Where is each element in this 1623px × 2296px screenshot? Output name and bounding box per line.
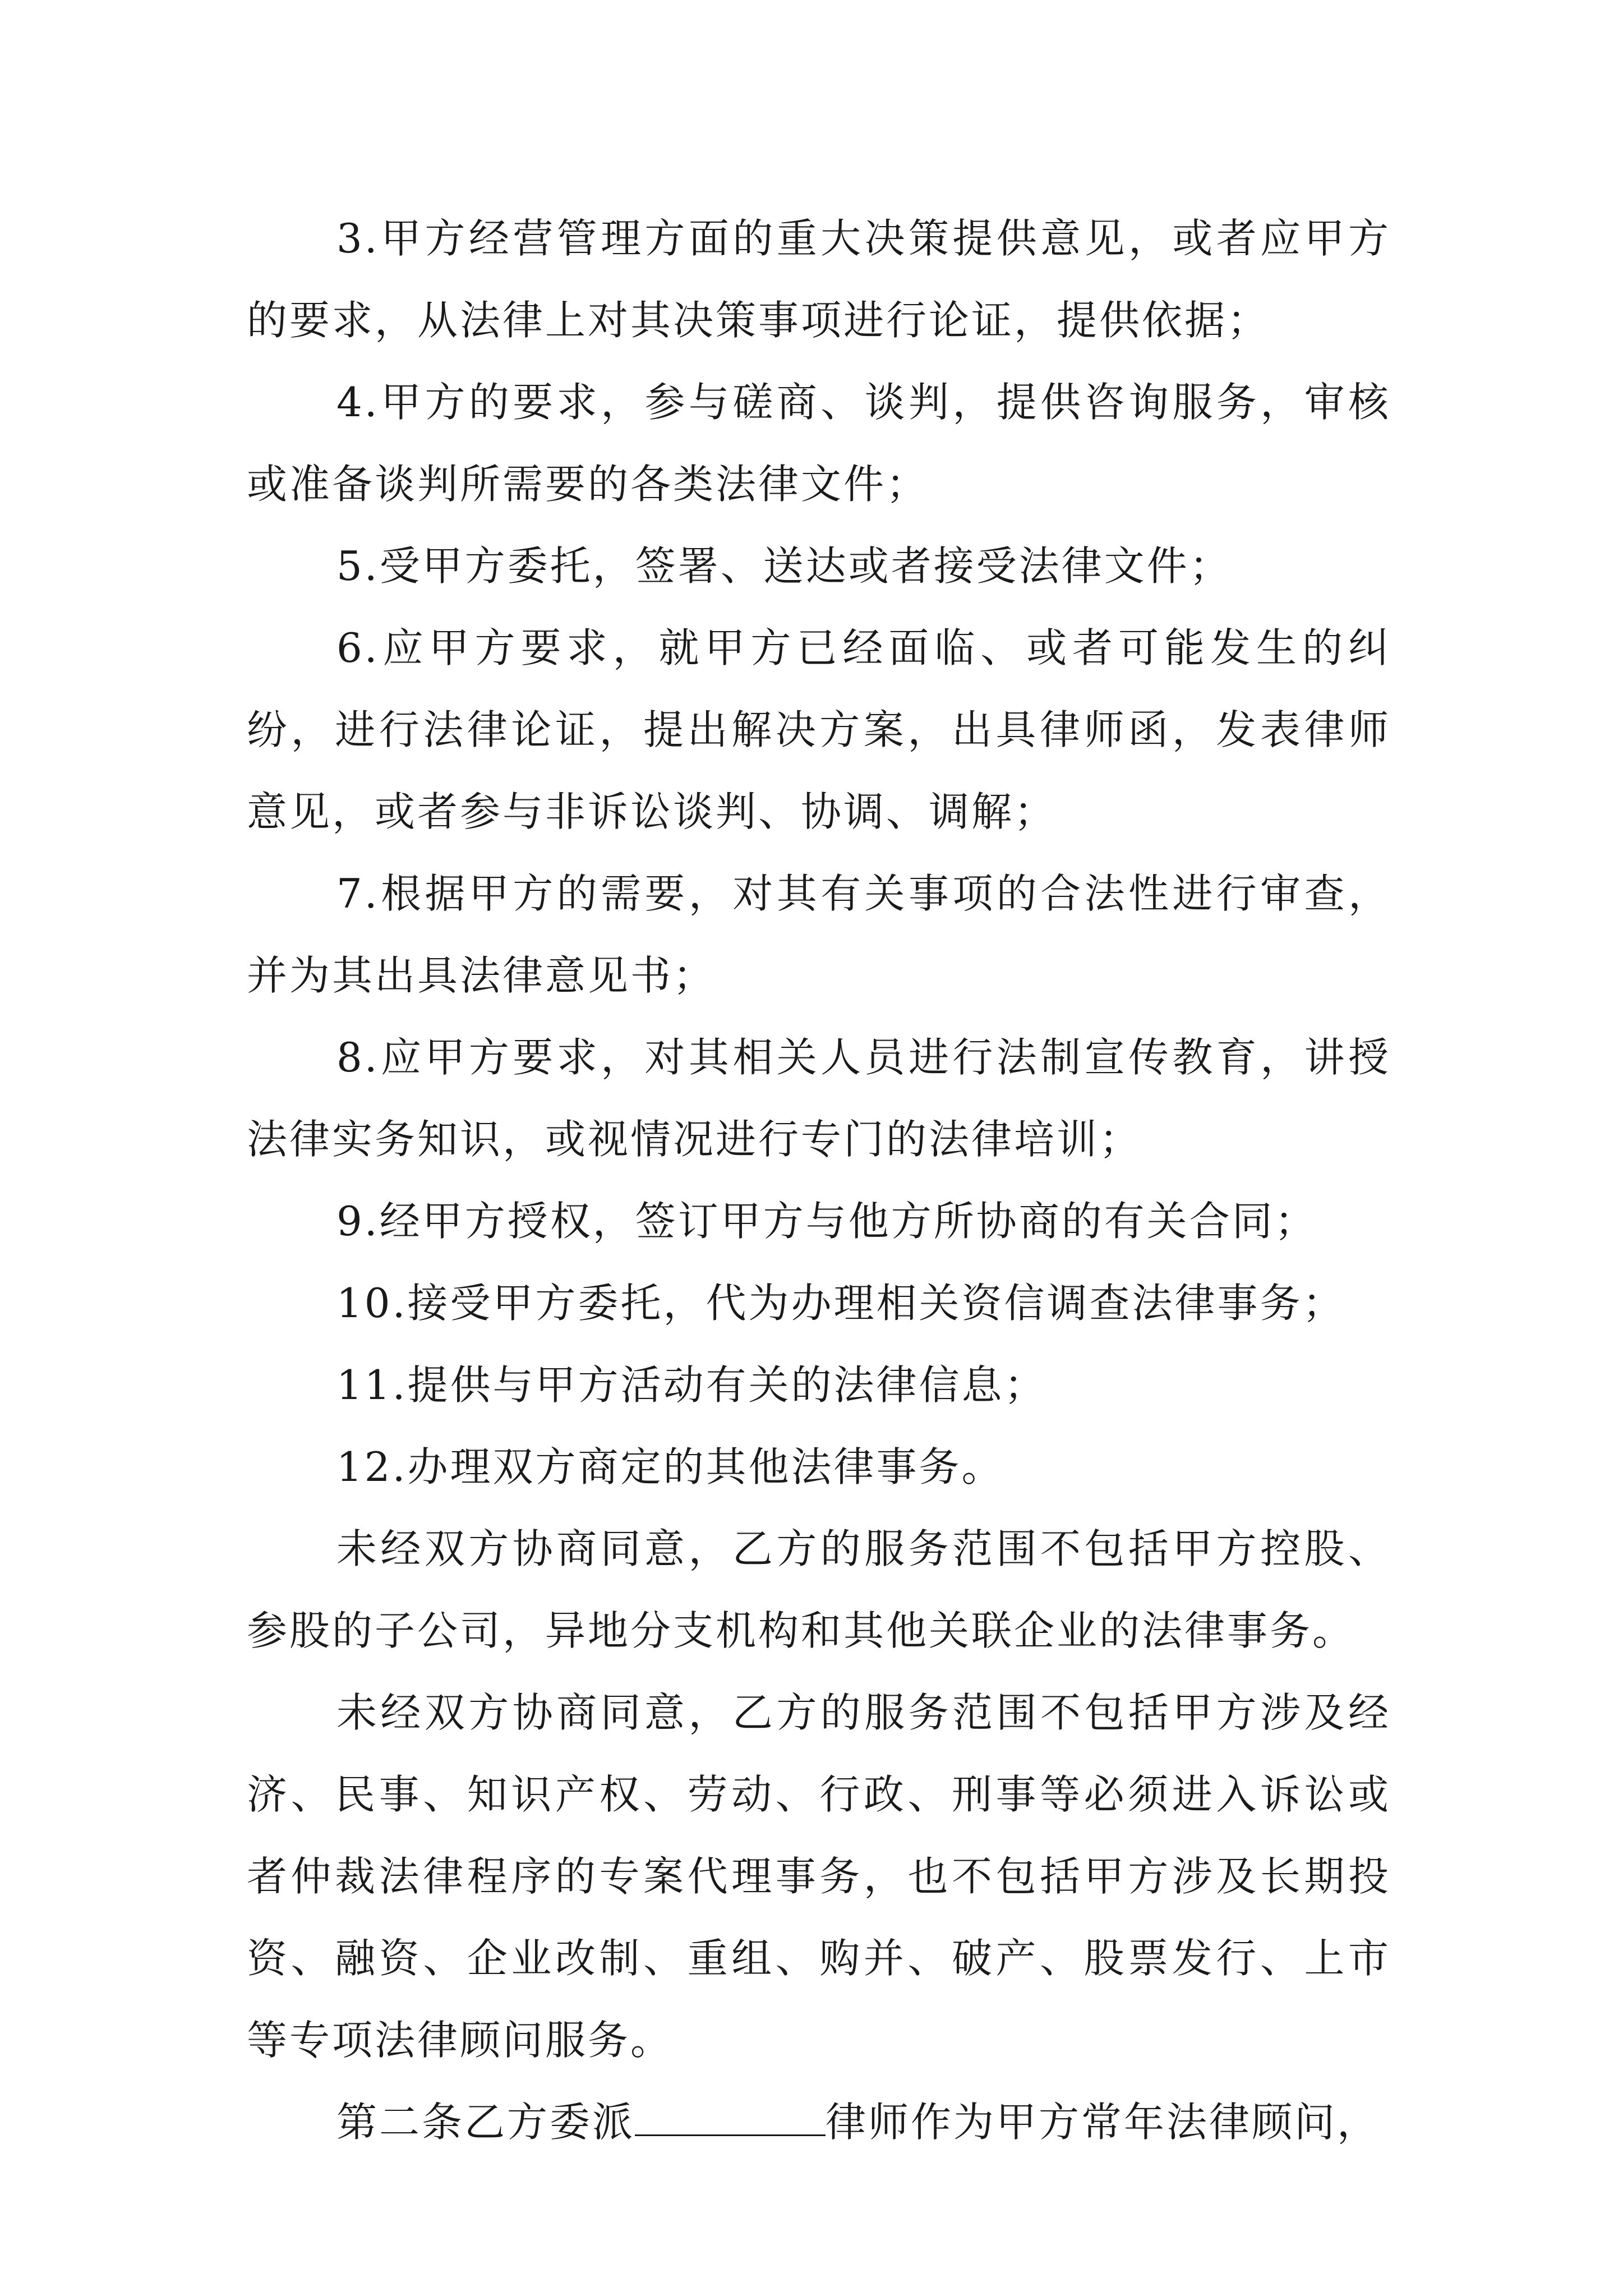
article-two-suffix: 律师作为甲方常年法律顾问， xyxy=(826,2099,1380,2146)
paragraph-item-7: 7.根据甲方的需要，对其有关事项的合法性进行审查，并为其出具法律意见书； xyxy=(247,870,1391,999)
paragraph-item-9: 9.经甲方授权，签订甲方与他方所协商的有关合同； xyxy=(336,1198,1317,1245)
article-two-prefix: 第二条乙方委派 xyxy=(336,2099,635,2146)
paragraph-item-3: 3.甲方经营管理方面的重大决策提供意见，或者应甲方的要求，从法律上对其决策事项进行论证，提供依据； xyxy=(247,215,1391,344)
document-body xyxy=(247,197,1391,2163)
paragraph-item-6: 6.应甲方要求，就甲方已经面临、或者可能发生的纠纷，进行法律论证，提出解决方案，出具律师函，发表律师意见，或者参与非诉讼谈判、协调、调解； xyxy=(247,624,1391,835)
paragraph-item-11: 11.提供与甲方活动有关的法律信息； xyxy=(336,1361,1047,1409)
paragraph-item-8: 8.应甲方要求，对其相关人员进行法制宣传教育，讲授法律实务知识，或视情况进行专门的法律培训； xyxy=(247,1034,1391,1163)
paragraph-exclusion-litigation: 未经双方协商同意，乙方的服务范围不包括甲方涉及经济、民事、知识产权、劳动、行政、刑事等必须进入诉讼或者仲裁法律程序的专案代理事务，也不包括甲方涉及长期投资、融资、企业改制、重组、购并、破产、股票发行、上市等专项法律顾问服务。 xyxy=(247,1689,1391,2064)
paragraph-item-4: 4.甲方的要求，参与磋商、谈判，提供咨询服务，审核或准备谈判所需要的各类法律文件； xyxy=(247,379,1391,508)
paragraph-item-5: 5.受甲方委托，签署、送达或者接受法律文件； xyxy=(336,542,1232,590)
paragraph-item-12: 12.办理双方商定的其他法律事务。 xyxy=(336,1443,1004,1490)
lawyer-name-blank xyxy=(635,2101,826,2136)
paragraph-item-10: 10.接受甲方委托，代为办理相关资信调查法律事务； xyxy=(336,1280,1345,1327)
paragraph-article-two xyxy=(247,2081,1391,2163)
paragraph-exclusion-affiliates: 未经双方协商同意，乙方的服务范围不包括甲方控股、参股的子公司，异地分支机构和其他关联企业的法律事务。 xyxy=(247,1525,1391,1654)
